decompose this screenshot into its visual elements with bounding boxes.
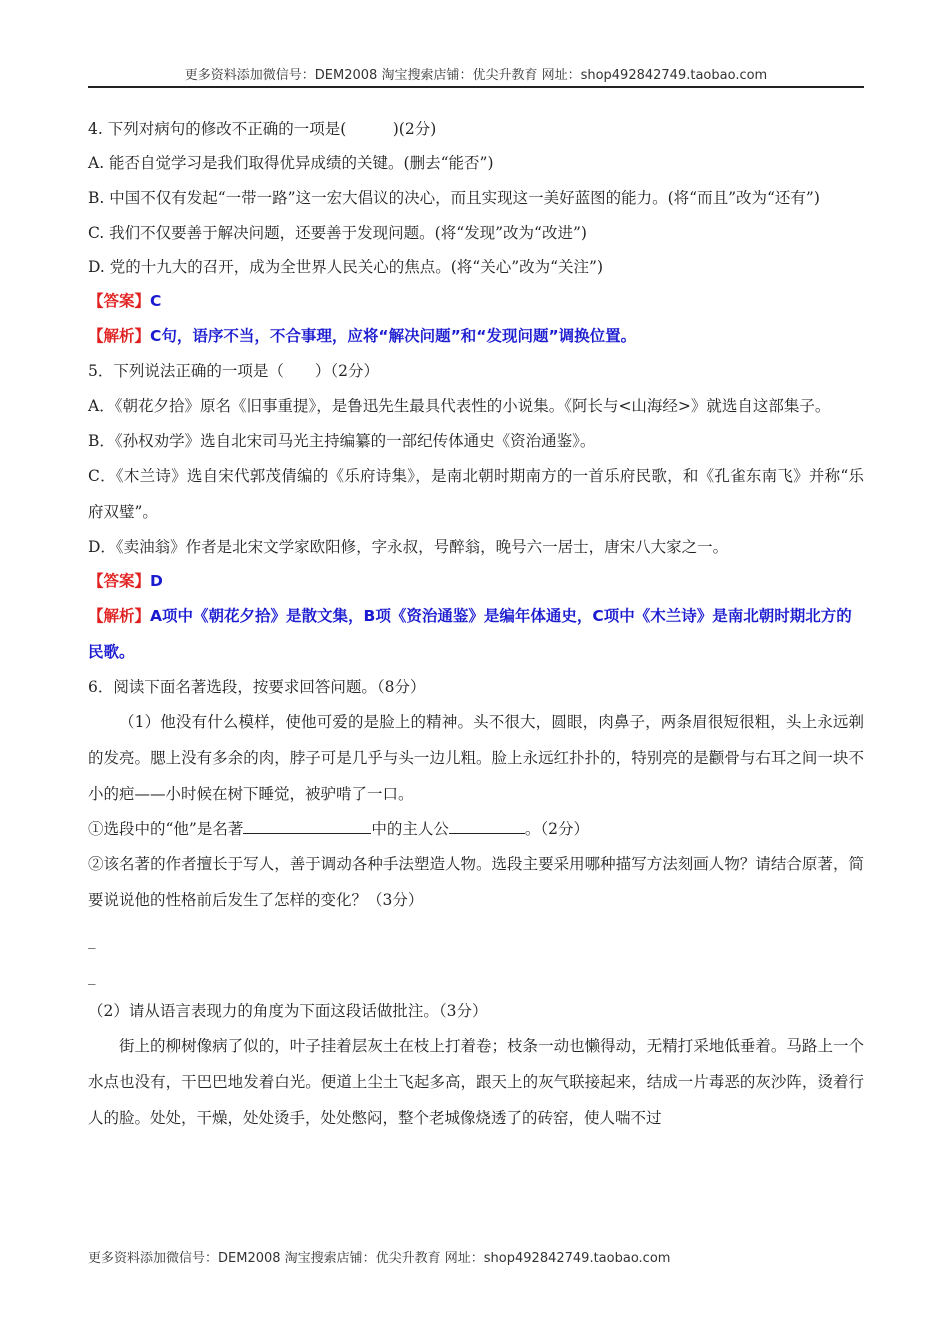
page-footer: 更多资料添加微信号：DEM2008 淘宝搜索店铺：优尖升教育 网址：shop492842749.taobao.com (88, 1251, 671, 1266)
analysis-tag: 【解析】 (88, 607, 151, 625)
answer-value: D (150, 572, 163, 590)
question-4-option-a: A. 能否自觉学习是我们取得优异成绩的关键。(删去“能否”) (88, 154, 494, 172)
question-5-answer (88, 564, 864, 598)
question-5-option-d: D．《卖油翁》作者是北宋文学家欧阳修，字永叔，号醉翁，晚号六一居士，唐宋八大家之一。 (88, 538, 729, 556)
question-5-option-b: B．《孙权劝学》选自北宋司马光主持编纂的一部纪传体通史《资治通鉴》。 (88, 432, 596, 450)
page-header: 更多资料添加微信号：DEM2008 淘宝搜索店铺：优尖升教育 网址：shop492842749.taobao.com (184, 68, 768, 83)
question-4-analysis (88, 318, 864, 354)
header-divider (88, 86, 864, 88)
question-5-option-a: A．《朝花夕拾》原名《旧事重提》，是鲁迅先生最具代表性的小说集。《阿长与<山海经>》就选自这部集子。 (88, 397, 831, 415)
question-6-passage-2: 街上的柳树像病了似的，叶子挂着层灰土在枝上打着卷；枝条一动也懒得动，无精打采地低垂着。马路上一个水点也没有，干巴巴地发着白光。便道上尘土飞起多高，跟天上的灰气联接起来，结成一片毒恶的灰沙阵，烫着行人的脸。处处，干燥，处处烫手，处处憋闷，整个老城像烧透了的砖窑，使人喘不过 (88, 1037, 864, 1127)
question-6-part-2: （2）请从语言表现力的角度为下面这段话做批注。（3分） (88, 1002, 488, 1020)
protagonist-blank[interactable] (449, 815, 525, 834)
answer-line-1: _ (88, 931, 96, 949)
analysis-text: C句，语序不当，不合事理，应将“解决问题”和“发现问题”调换位置。 (150, 327, 637, 345)
analysis-tag: 【解析】 (88, 327, 151, 345)
question-6-passage-1: （1）他没有什么模样，使他可爱的是脸上的精神。头不很大，圆眼，肉鼻子，两条眉很短很粗，头上永远剃的发亮。腮上没有多余的肉，脖子可是几乎与头一边儿粗。脸上永远红扑扑的，特别亮的是颧骨与右耳之间一块不小的疤——小时候在树下睡觉，被驴啃了一口。 (88, 713, 864, 803)
sub-1-text-b: 中的主人公 (371, 820, 449, 838)
book-title-blank[interactable] (243, 815, 371, 834)
question-4-option-b: B. 中国不仅有发起“一带一路”这一宏大倡议的决心，而且实现这一美好蓝图的能力。(将“而且”改为“还有”) (88, 189, 820, 207)
question-4-stem: 4. 下列对病句的修改不正确的一项是( )(2分) (88, 120, 437, 138)
answer-line-2: _ (88, 967, 96, 985)
question-6-sub-1 (88, 812, 864, 846)
question-4-option-c: C. 我们不仅要善于解决问题，还要善于发现问题。(将“发现”改为“改进”) (88, 224, 587, 242)
sub-1-text-a: ①选段中的“他”是名著 (88, 820, 244, 838)
answer-value: C (150, 292, 162, 310)
question-6-sub-2: ②该名著的作者擅长于写人，善于调动各种手法塑造人物。选段主要采用哪种描写方法刻画人物？请结合原著，简要说说他的性格前后发生了怎样的变化？（3分） (88, 855, 864, 909)
question-6-stem: 6．阅读下面名著选段，按要求回答问题。（8分） (88, 678, 426, 696)
question-5-stem: 5．下列说法正确的一项是（ ）（2分） (88, 362, 379, 380)
answer-tag: 【答案】 (88, 572, 151, 590)
sub-1-text-c: 。（2分） (524, 820, 589, 838)
document-body (88, 110, 864, 1136)
answer-tag: 【答案】 (88, 292, 151, 310)
question-5-analysis (88, 598, 864, 670)
question-5-option-c: C．《木兰诗》选自宋代郭茂倩编的《乐府诗集》，是南北朝时期南方的一首乐府民歌，和《孔雀东南飞》并称“乐府双璧”。 (88, 467, 864, 521)
question-4-option-d: D. 党的十九大的召开，成为全世界人民关心的焦点。(将“关心”改为“关注”) (88, 258, 604, 276)
analysis-text: A项中《朝花夕拾》是散文集，B项《资治通鉴》是编年体通史，C项中《木兰诗》是南北朝时期北方的民歌。 (88, 607, 852, 661)
question-4-answer (88, 284, 864, 318)
